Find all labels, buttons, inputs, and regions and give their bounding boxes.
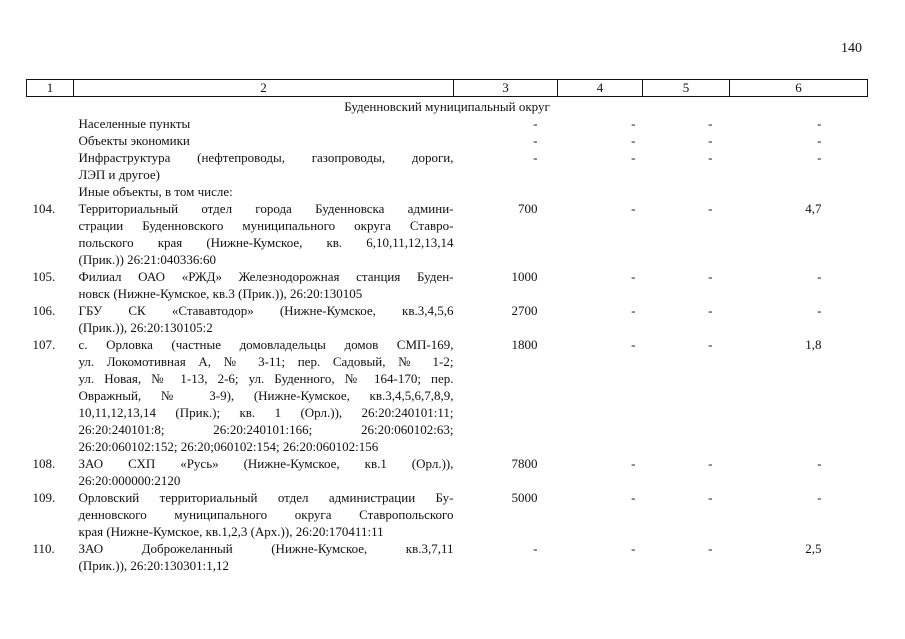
description-line: 10,11,12,13,14 (Прик.); кв. 1 (Орл.)), 26:20:240101:11; bbox=[78, 405, 454, 420]
description-line: ЛЭП и другое) bbox=[78, 167, 160, 182]
section-row bbox=[27, 97, 868, 116]
value-col-5: - bbox=[708, 541, 713, 556]
value-col-6: - bbox=[817, 116, 822, 131]
value-col-5: - bbox=[708, 116, 713, 131]
description-line: (Прик.)), 26:20:130301:1,12 bbox=[78, 558, 229, 573]
header-col-5: 5 bbox=[643, 80, 730, 97]
table-header-row bbox=[27, 80, 868, 97]
description-line: Инфраструктура (нефтепроводы, газопроводы, дороги, bbox=[78, 150, 454, 165]
value-col-4: - bbox=[631, 541, 636, 556]
value-col-6: - bbox=[817, 456, 822, 471]
value-col-6: - bbox=[817, 490, 822, 505]
table-row bbox=[27, 489, 868, 540]
description-line: Территориальный отдел города Буденновска админи- bbox=[78, 201, 454, 216]
value-col-4 bbox=[558, 183, 643, 200]
row-description bbox=[74, 149, 454, 183]
value-col-6: - bbox=[817, 269, 822, 284]
value-col-4: - bbox=[631, 201, 636, 216]
row-number: 105. bbox=[32, 269, 56, 284]
row-number bbox=[27, 183, 74, 200]
table-row bbox=[27, 302, 868, 336]
value-col-6: 4,7 bbox=[805, 201, 822, 216]
value-col-3: - bbox=[533, 116, 538, 131]
value-col-4: - bbox=[631, 337, 636, 352]
value-col-6: - bbox=[817, 303, 822, 318]
description-line: страции Буденновского муниципального округа Ставро- bbox=[78, 218, 454, 233]
row-number: 106. bbox=[32, 303, 56, 318]
value-col-3: 5000 bbox=[511, 490, 538, 505]
description-line: Населенные пункты bbox=[78, 116, 191, 131]
table-row bbox=[27, 268, 868, 302]
description-line: денновского муниципального округа Ставропольского bbox=[78, 507, 454, 522]
row-number bbox=[27, 115, 74, 132]
table-row bbox=[27, 540, 868, 574]
table-row bbox=[27, 115, 868, 132]
value-col-4: - bbox=[631, 133, 636, 148]
value-col-4: - bbox=[631, 269, 636, 284]
row-description bbox=[74, 540, 454, 574]
description-line: новск (Нижне-Кумское, кв.3 (Прик.)), 26:20:130105 bbox=[78, 286, 363, 301]
description-line: 26:20:000000:2120 bbox=[78, 473, 181, 488]
value-col-3: 1800 bbox=[511, 337, 538, 352]
section-title: Буденновский муниципальный округ bbox=[344, 99, 550, 114]
description-line: 26:20:240101:8; 26:20:240101:166; 26:20:060102:63; bbox=[78, 422, 454, 437]
row-description bbox=[74, 183, 454, 200]
value-col-5: - bbox=[708, 337, 713, 352]
header-col-6: 6 bbox=[730, 80, 868, 97]
row-number bbox=[27, 149, 74, 183]
value-col-5: - bbox=[708, 201, 713, 216]
header-col-4: 4 bbox=[558, 80, 643, 97]
value-col-3: 7800 bbox=[511, 456, 538, 471]
value-col-3: 2700 bbox=[511, 303, 538, 318]
row-description bbox=[74, 200, 454, 268]
row-description bbox=[74, 489, 454, 540]
value-col-6: 1,8 bbox=[805, 337, 822, 352]
description-line: Орловский территориальный отдел администрации Бу- bbox=[78, 490, 454, 505]
value-col-5: - bbox=[708, 269, 713, 284]
value-col-4: - bbox=[631, 150, 636, 165]
description-line: ЗАО Доброжеланный (Нижне-Кумское, кв.3,7,11 bbox=[78, 541, 454, 556]
value-col-4: - bbox=[631, 490, 636, 505]
row-description bbox=[74, 115, 454, 132]
row-number bbox=[27, 132, 74, 149]
description-line: Объекты экономики bbox=[78, 133, 190, 148]
value-col-3 bbox=[454, 183, 558, 200]
page-number: 140 bbox=[841, 41, 862, 56]
description-line: ЗАО СХП «Русь» (Нижне-Кумское, кв.1 (Орл.)), bbox=[78, 456, 454, 471]
row-description bbox=[74, 268, 454, 302]
value-col-3: - bbox=[533, 150, 538, 165]
value-col-6: 2,5 bbox=[805, 541, 822, 556]
row-number: 109. bbox=[32, 490, 56, 505]
description-line: ул. Новая, № 1-13, 2-6; ул. Буденного, № 164-170; пер. bbox=[78, 371, 454, 386]
description-line: ул. Локомотивная А, № 3-11; пер. Садовый, № 1-2; bbox=[78, 354, 454, 369]
value-col-5: - bbox=[708, 490, 713, 505]
value-col-6: - bbox=[817, 133, 822, 148]
description-line: Овражный, № 3-9), (Нижне-Кумское, кв.3,4,5,6,7,8,9, bbox=[78, 388, 454, 403]
row-number: 108. bbox=[32, 456, 56, 471]
land-objects-table bbox=[26, 79, 868, 574]
value-col-3: - bbox=[533, 133, 538, 148]
row-description bbox=[74, 302, 454, 336]
row-description bbox=[74, 455, 454, 489]
table-row bbox=[27, 336, 868, 455]
header-col-1: 1 bbox=[27, 80, 74, 97]
value-col-6: - bbox=[817, 150, 822, 165]
value-col-5: - bbox=[708, 150, 713, 165]
description-line: края (Нижне-Кумское, кв.1,2,3 (Арх.)), 26:20:170411:11 bbox=[78, 524, 384, 539]
value-col-4: - bbox=[631, 456, 636, 471]
value-col-5: - bbox=[708, 303, 713, 318]
description-line: 26:20:060102:152; 26:20;060102:154; 26:20:060102:156 bbox=[78, 439, 379, 454]
value-col-5 bbox=[643, 183, 730, 200]
value-col-4: - bbox=[631, 303, 636, 318]
description-line: польского края (Нижне-Кумское, кв. 6,10,11,12,13,14 bbox=[78, 235, 454, 250]
header-col-3: 3 bbox=[454, 80, 558, 97]
description-line: ГБУ СК «Стававтодор» (Нижне-Кумское, кв.3,4,5,6 bbox=[78, 303, 454, 318]
row-number: 107. bbox=[32, 337, 56, 352]
description-line: с. Орловка (частные домовладельцы домов СМП-169, bbox=[78, 337, 454, 352]
value-col-5: - bbox=[708, 456, 713, 471]
table-row bbox=[27, 183, 868, 200]
header-col-2: 2 bbox=[74, 80, 454, 97]
value-col-4: - bbox=[631, 116, 636, 131]
table-body bbox=[27, 115, 868, 574]
description-line: (Прик.)) 26:21:040336:60 bbox=[78, 252, 216, 267]
description-line: (Прик.)), 26:20:130105:2 bbox=[78, 320, 213, 335]
description-line: Филиал ОАО «РЖД» Железнодорожная станция Буден- bbox=[78, 269, 454, 284]
table-row bbox=[27, 132, 868, 149]
description-line: Иные объекты, в том числе: bbox=[78, 184, 233, 199]
table-row bbox=[27, 455, 868, 489]
value-col-5: - bbox=[708, 133, 713, 148]
value-col-3: - bbox=[533, 541, 538, 556]
row-number: 104. bbox=[32, 201, 56, 216]
value-col-3: 1000 bbox=[511, 269, 538, 284]
row-description bbox=[74, 336, 454, 455]
value-col-6 bbox=[730, 183, 868, 200]
table-row bbox=[27, 200, 868, 268]
value-col-3: 700 bbox=[518, 201, 538, 216]
row-number: 110. bbox=[32, 541, 55, 556]
table-row bbox=[27, 149, 868, 183]
row-description bbox=[74, 132, 454, 149]
